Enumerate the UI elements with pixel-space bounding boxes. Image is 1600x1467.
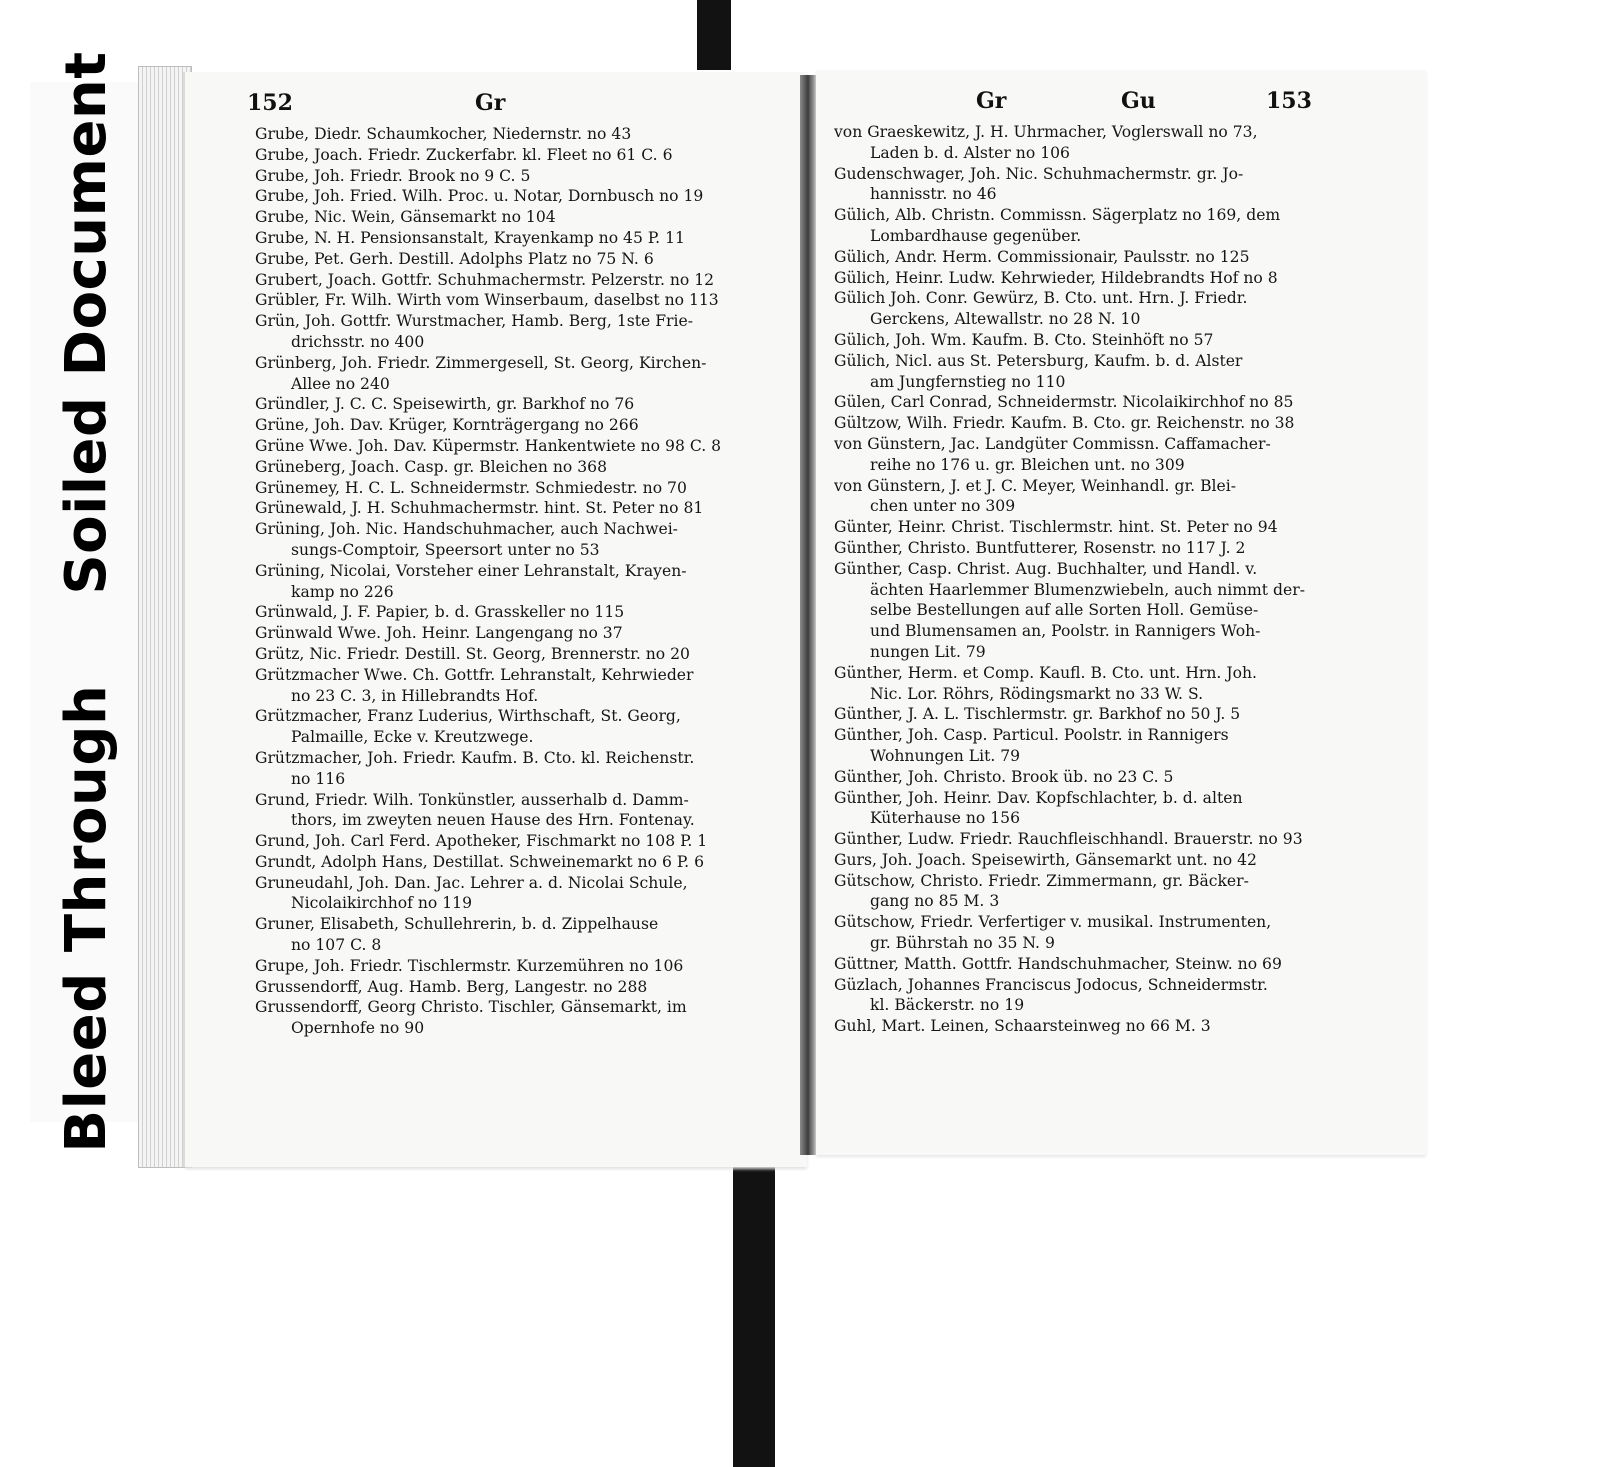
entry-line: Gülich, Heinr. Ludw. Kehrwieder, Hildebrandts Hof no 8 — [834, 268, 1278, 287]
entry-continuation-line: drichsstr. no 400 — [291, 332, 425, 351]
entry-line: von Günstern, J. et J. C. Meyer, Weinhandl. gr. Blei- — [834, 476, 1237, 495]
entry-line: Gülich, Alb. Christn. Commissn. Sägerplatz no 169, dem — [834, 206, 1281, 225]
entry-line: Grüning, Nicolai, Vorsteher einer Lehranstalt, Krayen- — [255, 561, 687, 580]
entry-line: Günther, Herm. et Comp. Kaufl. B. Cto. unt. Hrn. Joh. — [834, 663, 1257, 682]
left-page — [185, 72, 807, 1167]
entry-line: Grupe, Joh. Friedr. Tischlermstr. Kurzemühren no 106 — [255, 956, 684, 975]
entry-line: Gründler, J. C. C. Speisewirth, gr. Barkhof no 76 — [255, 395, 635, 414]
entry-line: von Graeskewitz, J. H. Uhrmacher, Voglerswall no 73, — [834, 123, 1258, 141]
entry-line: Grützmacher, Joh. Friedr. Kaufm. B. Cto. kl. Reichenstr. — [255, 748, 695, 767]
entry-line: Gruneudahl, Joh. Dan. Jac. Lehrer a. d. Nicolai Schule, — [255, 873, 688, 892]
entry-continuation-line: Lombardhause gegenüber. — [870, 226, 1082, 245]
entry-line: Günther, Joh. Christo. Brook üb. no 23 C. 5 — [834, 767, 1174, 786]
entry-line: Grund, Joh. Carl Ferd. Apotheker, Fischmarkt no 108 P. 1 — [255, 832, 708, 851]
entry-line: Grube, Diedr. Schaumkocher, Niedernstr. no 43 — [255, 125, 632, 143]
entry-line: Grünemey, H. C. L. Schneidermstr. Schmiedestr. no 70 — [255, 478, 687, 497]
entry-line: Grube, Joh. Fried. Wilh. Proc. u. Notar, Dornbusch no 19 — [255, 187, 704, 206]
entry-continuation-line: no 23 C. 3, in Hillebrandts Hof. — [291, 686, 539, 705]
document-label — [30, 51, 143, 1153]
entry-line: Grussendorff, Georg Christo. Tischler, Gänsemarkt, im — [255, 998, 687, 1017]
right-head-letters-2: Gu — [1121, 88, 1156, 114]
entry-line: Gurs, Joh. Joach. Speisewirth, Gänsemarkt unt. no 42 — [834, 850, 1257, 869]
entry-line: Grünewald, J. H. Schuhmachermstr. hint. St. Peter no 81 — [255, 499, 704, 518]
entry-continuation-line: no 107 C. 8 — [291, 936, 382, 955]
entry-continuation-line: Gerckens, Altewallstr. no 28 N. 10 — [870, 310, 1141, 329]
entry-continuation-line: kl. Bäckerstr. no 19 — [870, 996, 1025, 1015]
right-running-head — [816, 88, 1426, 118]
entry-line: Gülen, Carl Conrad, Schneidermstr. Nicolaikirchhof no 85 — [834, 393, 1294, 412]
entry-continuation-line: am Jungfernstieg no 110 — [870, 372, 1066, 391]
entry-line: Güzlach, Johannes Franciscus Jodocus, Schneidermstr. — [834, 975, 1268, 994]
entry-continuation-line: thors, im zweyten neuen Hause des Hrn. Fontenay. — [291, 811, 695, 830]
entry-continuation-line: Palmaille, Ecke v. Kreutzwege. — [291, 728, 534, 747]
entry-line: Gülich, Nicl. aus St. Petersburg, Kaufm. b. d. Alster — [834, 351, 1243, 370]
binding-strip-top — [697, 0, 731, 70]
entry-line: Grütz, Nic. Friedr. Destill. St. Georg, Brennerstr. no 20 — [255, 644, 690, 663]
entry-continuation-line: Nicolaikirchhof no 119 — [291, 894, 473, 913]
entry-line: Grüneberg, Joach. Casp. gr. Bleichen no 368 — [255, 457, 607, 476]
entry-continuation-line: reihe no 176 u. gr. Bleichen unt. no 309 — [870, 455, 1185, 474]
entry-line: Grubert, Joach. Gottfr. Schuhmachermstr. Pelzerstr. no 12 — [255, 270, 715, 289]
entry-line: Gülich, Joh. Wm. Kaufm. B. Cto. Steinhöft no 57 — [834, 330, 1214, 349]
entry-continuation-line: Küterhause no 156 — [870, 809, 1021, 828]
entry-line: Grübler, Fr. Wilh. Wirth vom Winserbaum, daselbst no 113 — [255, 291, 719, 310]
entry-line: Günther, Casp. Christ. Aug. Buchhalter, und Handl. v. — [834, 559, 1258, 578]
entry-line: Gütschow, Christo. Friedr. Zimmermann, gr. Bäcker- — [834, 871, 1249, 890]
entry-line: Grube, Joach. Friedr. Zuckerfabr. kl. Fleet no 61 C. 6 — [255, 145, 673, 164]
entry-continuation-line: Opernhofe no 90 — [291, 1019, 425, 1038]
entry-line: Grube, Nic. Wein, Gänsemarkt no 104 — [255, 208, 556, 227]
entry-continuation-line: no 116 — [291, 769, 346, 788]
entry-line: Günther, Joh. Heinr. Dav. Kopfschlachter, b. d. alten — [834, 788, 1243, 807]
left-head-letters: Gr — [475, 90, 506, 116]
entry-continuation-line: und Blumensamen an, Poolstr. in Rannigers Woh- — [870, 622, 1261, 641]
entry-continuation-line: ächten Haarlemmer Blumenzwiebeln, auch nimmt der- — [870, 580, 1305, 599]
entry-line: Grüning, Joh. Nic. Handschuhmacher, auch Nachwei- — [255, 520, 678, 539]
entry-continuation-line: Laden b. d. Alster no 106 — [870, 143, 1070, 162]
entry-continuation-line: chen unter no 309 — [870, 497, 1016, 516]
entry-line: Grünwald, J. F. Papier, b. d. Grasskeller no 115 — [255, 603, 625, 622]
entry-line: Grünwald Wwe. Joh. Heinr. Langengang no 37 — [255, 624, 623, 643]
right-head-letters-1: Gr — [976, 88, 1007, 114]
entry-line: Gudenschwager, Joh. Nic. Schuhmachermstr. gr. Jo- — [834, 164, 1244, 183]
soiled-document-label: Soiled Document — [53, 51, 119, 595]
entry-line: Grussendorff, Aug. Hamb. Berg, Langestr. no 288 — [255, 977, 648, 996]
entry-line: Gülich, Andr. Herm. Commissionair, Paulsstr. no 125 — [834, 247, 1250, 266]
entry-line: Günther, Christo. Buntfutterer, Rosenstr. no 117 J. 2 — [834, 538, 1246, 557]
entry-continuation-line: kamp no 226 — [291, 582, 394, 601]
entry-line: Grützmacher, Franz Luderius, Wirthschaft, St. Georg, — [255, 707, 681, 726]
bleed-through-label: Bleed Through — [53, 684, 119, 1153]
entry-continuation-line: Nic. Lor. Röhrs, Rödingsmarkt no 33 W. S. — [870, 684, 1204, 703]
entry-line: Gültzow, Wilh. Friedr. Kaufm. B. Cto. gr. Reichenstr. no 38 — [834, 414, 1295, 433]
entry-line: Gütschow, Friedr. Verfertiger v. musikal. Instrumenten, — [834, 913, 1272, 932]
entry-line: Grützmacher Wwe. Ch. Gottfr. Lehranstalt, Kehrwieder — [255, 665, 694, 684]
entry-continuation-line: gang no 85 M. 3 — [870, 892, 1000, 911]
entry-line: Güttner, Matth. Gottfr. Handschuhmacher, Steinw. no 69 — [834, 954, 1282, 973]
entry-line: Günther, J. A. L. Tischlermstr. gr. Barkhof no 50 J. 5 — [834, 705, 1241, 724]
entry-line: Guhl, Mart. Leinen, Schaarsteinweg no 66 M. 3 — [834, 1017, 1211, 1036]
book-page-edges — [138, 66, 192, 1168]
entry-line: Gruner, Elisabeth, Schullehrerin, b. d. Zippelhause — [255, 915, 659, 934]
entry-continuation-line: gr. Bührstah no 35 N. 9 — [870, 934, 1055, 953]
entry-line: Grüne Wwe. Joh. Dav. Küpermstr. Hankentwiete no 98 C. 8 — [255, 436, 722, 455]
right-page-number: 153 — [1266, 88, 1312, 114]
entry-continuation-line: selbe Bestellungen auf alle Sorten Holl. Gemüse- — [870, 601, 1259, 620]
entry-line: Grube, Pet. Gerh. Destill. Adolphs Platz no 75 N. 6 — [255, 249, 654, 268]
entry-line: Grüne, Joh. Dav. Krüger, Kornträgergang no 266 — [255, 416, 639, 435]
entry-line: Grube, Joh. Friedr. Brook no 9 C. 5 — [255, 166, 531, 185]
entry-line: Gülich Joh. Conr. Gewürz, B. Cto. unt. Hrn. J. Friedr. — [834, 289, 1248, 308]
entry-line: Grünberg, Joh. Friedr. Zimmergesell, St. Georg, Kirchen- — [255, 353, 707, 372]
entry-continuation-line: sungs-Comptoir, Speersort unter no 53 — [291, 540, 600, 559]
entry-continuation-line: nungen Lit. 79 — [870, 642, 986, 661]
left-running-head — [185, 90, 807, 120]
entry-line: Grube, N. H. Pensionsanstalt, Krayenkamp no 45 P. 11 — [255, 228, 685, 247]
entry-continuation-line: Allee no 240 — [291, 374, 390, 393]
entry-line: Grundt, Adolph Hans, Destillat. Schweinemarkt no 6 P. 6 — [255, 852, 704, 871]
entry-continuation-line: Wohnungen Lit. 79 — [870, 746, 1021, 765]
left-page-number: 152 — [247, 90, 293, 116]
entry-line: Grund, Friedr. Wilh. Tonkünstler, ausserhalb d. Damm- — [255, 790, 689, 809]
binding-strip-bottom — [733, 1150, 775, 1467]
entry-line: von Günstern, Jac. Landgüter Commissn. Caffamacher- — [834, 434, 1271, 453]
entry-line: Günther, Joh. Casp. Particul. Poolstr. in Rannigers — [834, 726, 1229, 745]
right-page — [816, 70, 1426, 1155]
entry-continuation-line: hannisstr. no 46 — [870, 185, 997, 204]
right-entry-list — [816, 122, 1426, 1037]
entry-line: Grün, Joh. Gottfr. Wurstmacher, Hamb. Berg, 1ste Frie- — [255, 312, 693, 331]
left-entry-list — [185, 124, 807, 1039]
entry-line: Günter, Heinr. Christ. Tischlermstr. hint. St. Peter no 94 — [834, 518, 1278, 537]
entry-line: Günther, Ludw. Friedr. Rauchfleischhandl. Brauerstr. no 93 — [834, 830, 1303, 849]
